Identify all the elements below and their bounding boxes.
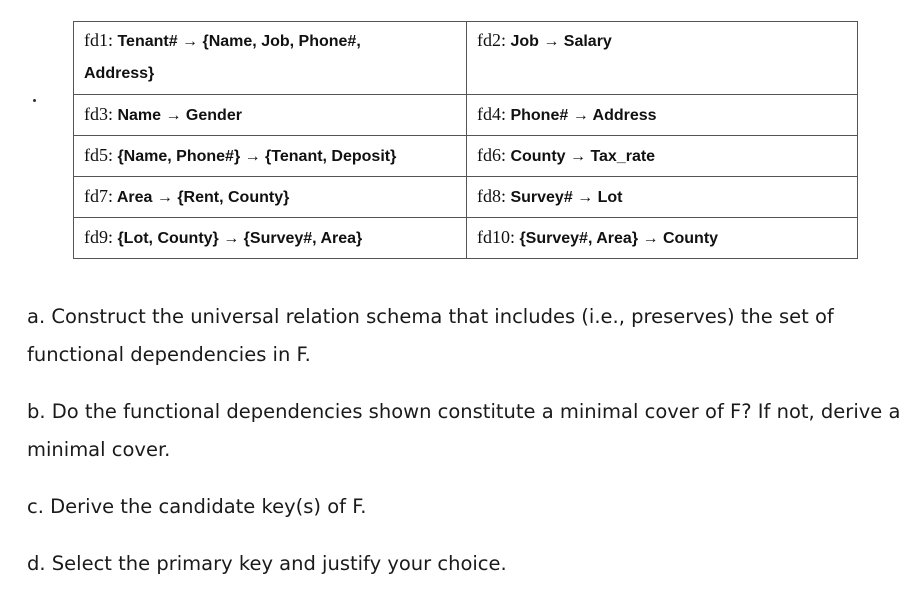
- fd-label: fd6:: [477, 145, 506, 165]
- fd-text-continued: Address}: [84, 65, 155, 82]
- fd-label: fd2:: [477, 30, 506, 50]
- fd-table-row: [74, 218, 858, 259]
- fd-cell-fd7: [74, 177, 467, 218]
- question-b: b. Do the functional dependencies shown constitute a minimal cover of F? If not, derive a minimal cover.: [27, 400, 901, 461]
- fd-label: fd4:: [477, 104, 506, 124]
- question-d: d. Select the primary key and justify your choice.: [27, 552, 507, 575]
- fd-label: fd1:: [84, 30, 113, 50]
- fd-table-row: [74, 22, 858, 95]
- fd-text: Phone# → Address: [510, 107, 657, 124]
- fd-label: fd3:: [84, 104, 113, 124]
- fd-cell-fd10: [467, 218, 858, 259]
- fd-label: fd10:: [477, 227, 515, 247]
- fd-text: County → Tax_rate: [510, 148, 656, 165]
- question-a: a. Construct the universal relation schema that includes (i.e., preserves) the set of functional dependencies in F.: [27, 305, 834, 366]
- fd-cell-fd6: [467, 136, 858, 177]
- question-c: c. Derive the candidate key(s) of F.: [27, 495, 367, 518]
- fd-text: {Name, Phone#} → {Tenant, Deposit}: [117, 148, 397, 165]
- fd-cell-fd9: [74, 218, 467, 259]
- fd-cell-fd4: [467, 95, 858, 136]
- fd-table-row: [74, 136, 858, 177]
- fd-cell-fd2: [467, 22, 858, 95]
- fd-text: Area → {Rent, County}: [116, 189, 290, 206]
- question-list: [27, 298, 902, 583]
- fd-label: fd9:: [84, 227, 113, 247]
- stray-dot: [33, 99, 36, 102]
- fd-cell-fd1: [74, 22, 467, 95]
- fd-text: Name → Gender: [117, 107, 242, 124]
- fd-cell-fd8: [467, 177, 858, 218]
- fd-label: fd8:: [477, 186, 506, 206]
- functional-dependency-table: [73, 21, 858, 259]
- fd-cell-fd3: [74, 95, 467, 136]
- fd-text: Tenant# → {Name, Job, Phone#,: [117, 33, 361, 50]
- fd-label: fd5:: [84, 145, 113, 165]
- fd-text: {Survey#, Area} → County: [519, 230, 719, 247]
- fd-text: {Lot, County} → {Survey#, Area}: [117, 230, 363, 247]
- fd-cell-fd5: [74, 136, 467, 177]
- fd-text: Job → Salary: [510, 33, 612, 50]
- fd-table-row: [74, 177, 858, 218]
- fd-text: Survey# → Lot: [510, 189, 623, 206]
- fd-label: fd7:: [84, 186, 113, 206]
- fd-table-row: [74, 95, 858, 136]
